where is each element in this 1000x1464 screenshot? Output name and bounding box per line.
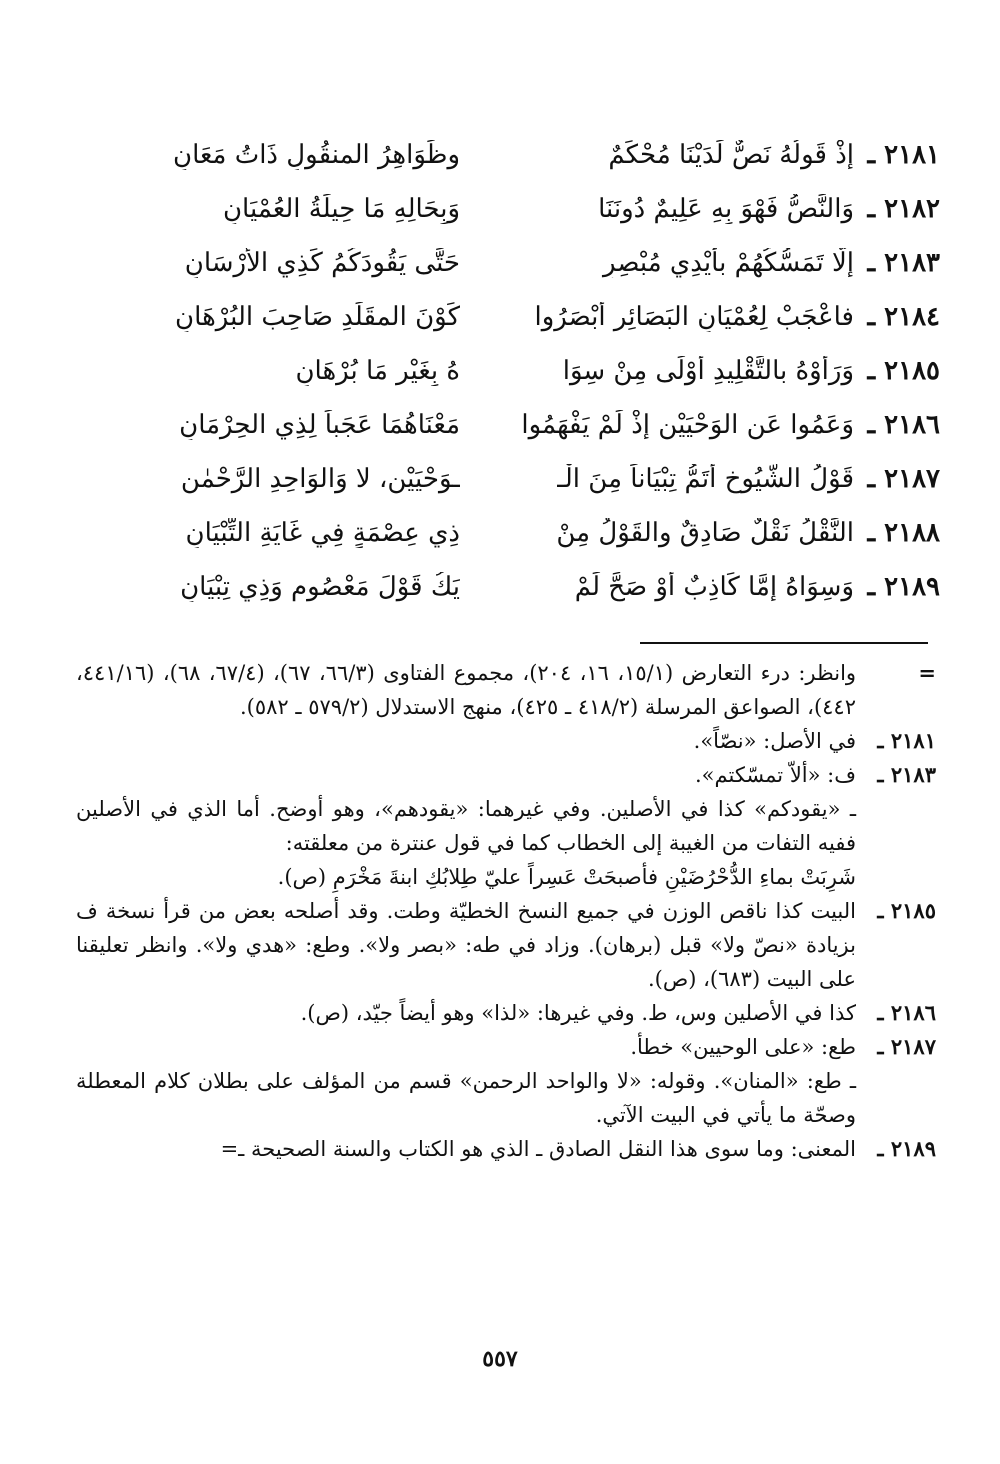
footnote-text: ف: «ألاّ تمسّكتم».	[694, 763, 856, 787]
footnote-number: ٢١٨٩ ـ	[877, 1136, 936, 1161]
footnote	[76, 894, 936, 996]
verse-second-hemistich: هُ بِغَيْرِ مَا بُرْهَانِ	[295, 356, 460, 386]
verse-first-hemistich: إلّا تَمَسُّكُهُمْ بأيْدِي مُبْصِرٍ	[602, 248, 854, 278]
verse-number: ٢١٨٩ ـ	[867, 572, 940, 602]
verse-line	[70, 560, 940, 614]
verse-number: ٢١٨٦ ـ	[867, 410, 940, 440]
footnote-text: طع: «على الوحيين» خطأ.	[630, 1035, 856, 1059]
verse-first-hemistich: فاعْجَبْ لِعُمْيَانِ البَصَائِرِ أبْصَرُوا	[534, 302, 854, 332]
footnote-continuation-mark: =	[918, 660, 936, 685]
verse-second-hemistich: ذِي عِصْمَةٍ فِي غَايَةِ التِّبْيَانِ	[185, 518, 460, 548]
footnote	[76, 1030, 936, 1064]
footnote-text: وانظر: درء التعارض (١٥/١، ١٦، ٢٠٤)، مجموع الفتاوى (٦٦/٣، ٦٧)، (٦٧/٤، ٦٨)، (٤٤١/١٦، ٤٤٢)، الصواعق المرسلة (٤١٨/٢ ـ ٤٢٥)، منهج الاستدلال (٥٧٩/٢ ـ ٥٨٢).	[76, 661, 857, 719]
footnote-text: كذا في الأصلين وس، ط. وفي غيرها: «لذا» وهو أيضاً جيّد، (ص).	[300, 1001, 856, 1025]
verse-number: ٢١٨١ ـ	[867, 140, 940, 170]
verse-number: ٢١٨٣ ـ	[867, 248, 940, 278]
verse-line	[70, 128, 940, 182]
verse-line	[70, 236, 940, 290]
footnote-number: ٢١٨٣ ـ	[877, 762, 936, 787]
poem-block	[70, 128, 940, 614]
footnote	[76, 1132, 936, 1166]
footnote-text: البيت كذا ناقص الوزن في جميع النسخ الخطيّة وطت. وقد أصلحه بعض من قرأ نسخة ف بزيادة «نصّ ولا» قبل (برهان). وزاد في طه: «بصر ولا». وطع: «هدي ولا». وانظر تعليقنا على البيت (٦٨٣)، (ص).	[76, 899, 856, 991]
verse-line	[70, 506, 940, 560]
footnote-text: المعنى: وما سوى هذا النقل الصادق ـ الذي هو الكتاب والسنة الصحيحة ـ=	[220, 1137, 856, 1161]
verse-line	[70, 398, 940, 452]
footnote-number: ٢١٨١ ـ	[877, 728, 936, 753]
footnote	[76, 656, 936, 724]
verse-number: ٢١٨٥ ـ	[867, 356, 940, 386]
verse-number: ٢١٨٢ ـ	[867, 194, 940, 224]
footnote	[76, 792, 936, 894]
footnote-text: في الأصل: «نصّاً».	[693, 729, 856, 753]
verse-second-hemistich: وظَوَاهِرُ المنقُولِ ذَاتُ مَعَانِ	[172, 140, 460, 170]
verse-line	[70, 290, 940, 344]
verse-second-hemistich: حَتَّى يَقُودَكُمُ كَذِي الأرْسَانِ	[184, 248, 460, 278]
footnotes	[76, 656, 936, 1166]
verse-line	[70, 452, 940, 506]
verse-first-hemistich: وَالنَّصُّ فَهْوَ بِهِ عَلِيمٌ دُونَنَا	[598, 194, 854, 224]
footnote	[76, 996, 936, 1030]
footnote	[76, 724, 936, 758]
verse-first-hemistich: قَوْلُ الشُّيُوخِ أتَمُّ تِبْيَاناً مِنَ الْـ	[557, 464, 854, 494]
footnote	[76, 758, 936, 792]
verse-first-hemistich: إذْ قَولُهُ نَصٌّ لَدَيْنَا مُحْكَمٌ	[608, 140, 854, 170]
verse-number: ٢١٨٤ ـ	[867, 302, 940, 332]
verse-first-hemistich: وَرَأوْهُ بالتَّقْلِيدِ أوْلَى مِنْ سِوَا	[562, 356, 854, 386]
footnote-number: ٢١٨٧ ـ	[877, 1034, 936, 1059]
footnote-number: ٢١٨٦ ـ	[877, 1000, 936, 1025]
verse-second-hemistich: مَعْنَاهُمَا عَجَباً لِذِي الحِرْمَانِ	[179, 410, 460, 440]
footnote-text: ـ طع: «المنان». وقوله: «لا والواحد الرحمن» قسم من المؤلف على بطلان كلام المعطلة وصحّة ما يأتي في البيت الآتي.	[76, 1069, 856, 1127]
footnote-text: ـ «يقودكم» كذا في الأصلين. وفي غيرهما: «يقودهم»، وهو أوضح. أما الذي في الأصلين ففيه التفات من الغيبة إلى الخطاب كما في قول عنترة من معلقته:	[76, 797, 856, 855]
verse-second-hemistich: ـوَحْيَيْنِ، لا وَالوَاحِدِ الرَّحْمٰنِ	[180, 464, 460, 494]
footnote	[76, 1064, 936, 1132]
footnote-number: ٢١٨٥ ـ	[877, 898, 936, 923]
page-number: ٥٥٧	[482, 1346, 518, 1372]
verse-number: ٢١٨٨ ـ	[867, 518, 940, 548]
verse-line	[70, 182, 940, 236]
verse-first-hemistich: وَعَمُوا عَنِ الوَحْيَيْنِ إذْ لَمْ يَفْهَمُوا	[521, 410, 854, 440]
verse-first-hemistich: النَّقْلُ نَقْلٌ صَادِقٌ والقَوْلُ مِنْ	[556, 518, 854, 548]
quoted-verse: شَرِبَتْ بماءِ الدُّحْرُضَيْنِ فأصبحَتْ عَسِراً عليّ طِلابُكِ ابنةَ مَخْرَمِ (ص).	[277, 865, 856, 889]
verse-first-hemistich: وَسِوَاهُ إمَّا كَاذِبٌ أوْ صَحَّ لَمْ	[574, 572, 854, 602]
verse-second-hemistich: يَكُ قَوْلَ مَعْصُومٍ وَذِي تِبْيَانِ	[180, 572, 460, 602]
verse-number: ٢١٨٧ ـ	[867, 464, 940, 494]
verse-second-hemistich: كَوْنَ المقَلِّدِ صَاحِبَ البُرْهَانِ	[175, 302, 460, 332]
verse-second-hemistich: وَبِحَالِهِ مَا حِيلَةُ العُمْيَانِ	[222, 194, 460, 224]
footnote-separator	[640, 642, 928, 644]
verse-line	[70, 344, 940, 398]
